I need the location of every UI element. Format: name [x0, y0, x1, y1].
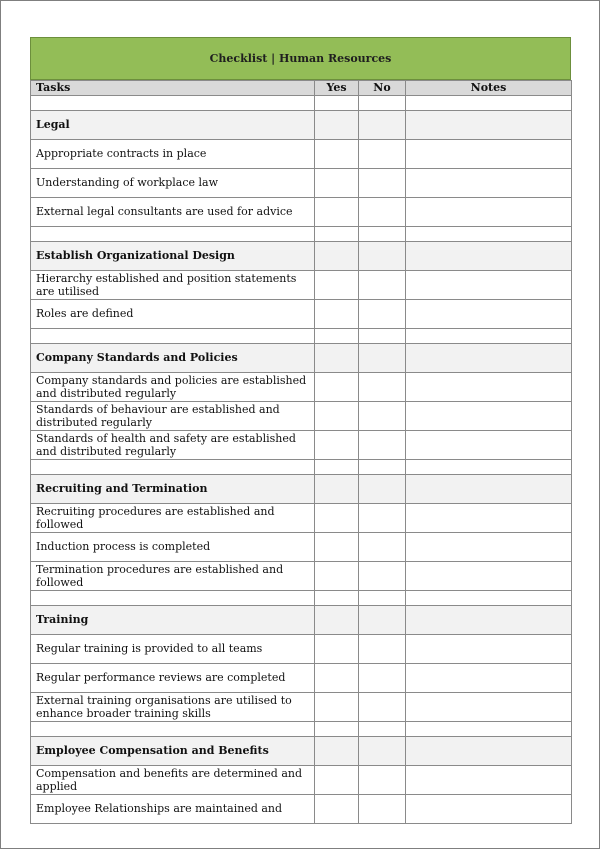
section-no-cell [359, 737, 406, 766]
table-row [31, 766, 572, 795]
column-header-notes: Notes [406, 81, 572, 96]
table-row [31, 635, 572, 664]
yes-checkbox-cell[interactable] [315, 664, 359, 693]
section-yes-cell [315, 606, 359, 635]
task-label: Roles are defined [31, 300, 315, 329]
table-row [31, 271, 572, 300]
table-row [31, 402, 572, 431]
spacer-cell [359, 329, 406, 344]
section-no-cell [359, 242, 406, 271]
spacer-cell [315, 227, 359, 242]
spacer-cell [31, 460, 315, 475]
task-label: External training organisations are utilised to enhance broader training skills [31, 693, 315, 722]
task-label: Hierarchy established and position statements are utilised [31, 271, 315, 300]
no-checkbox-cell[interactable] [359, 635, 406, 664]
yes-checkbox-cell[interactable] [315, 766, 359, 795]
no-checkbox-cell[interactable] [359, 140, 406, 169]
table-row [31, 431, 572, 460]
yes-checkbox-cell[interactable] [315, 562, 359, 591]
section-yes-cell [315, 242, 359, 271]
spacer-cell [31, 591, 315, 606]
yes-checkbox-cell[interactable] [315, 198, 359, 227]
no-checkbox-cell[interactable] [359, 795, 406, 824]
section-yes-cell [315, 111, 359, 140]
spacer-cell [406, 591, 572, 606]
section-title: Recruiting and Termination [31, 475, 315, 504]
notes-cell[interactable] [406, 562, 572, 591]
spacer-cell [315, 591, 359, 606]
task-label: Understanding of workplace law [31, 169, 315, 198]
section-title: Legal [31, 111, 315, 140]
spacer-row [31, 460, 572, 475]
section-no-cell [359, 475, 406, 504]
no-checkbox-cell[interactable] [359, 373, 406, 402]
section-row [31, 606, 572, 635]
spacer-cell [31, 722, 315, 737]
section-title: Employee Compensation and Benefits [31, 737, 315, 766]
table-row [31, 198, 572, 227]
section-notes-cell [406, 111, 572, 140]
section-row [31, 242, 572, 271]
spacer-row [31, 591, 572, 606]
table-row [31, 169, 572, 198]
table-row [31, 562, 572, 591]
section-no-cell [359, 111, 406, 140]
no-checkbox-cell[interactable] [359, 198, 406, 227]
yes-checkbox-cell[interactable] [315, 402, 359, 431]
section-no-cell [359, 606, 406, 635]
section-yes-cell [315, 475, 359, 504]
spacer-cell [315, 722, 359, 737]
task-label: Appropriate contracts in place [31, 140, 315, 169]
notes-cell[interactable] [406, 140, 572, 169]
notes-cell[interactable] [406, 431, 572, 460]
spacer-cell [406, 227, 572, 242]
section-title: Training [31, 606, 315, 635]
notes-cell[interactable] [406, 664, 572, 693]
task-label: Company standards and policies are established and distributed regularly [31, 373, 315, 402]
yes-checkbox-cell[interactable] [315, 795, 359, 824]
spacer-cell [359, 96, 406, 111]
section-notes-cell [406, 344, 572, 373]
table-header-row [31, 81, 572, 96]
task-label: Compensation and benefits are determined and applied [31, 766, 315, 795]
section-yes-cell [315, 737, 359, 766]
notes-cell[interactable] [406, 300, 572, 329]
table-row [31, 504, 572, 533]
yes-checkbox-cell[interactable] [315, 271, 359, 300]
no-checkbox-cell[interactable] [359, 300, 406, 329]
table-row [31, 533, 572, 562]
column-header-no: No [359, 81, 406, 96]
section-notes-cell [406, 737, 572, 766]
yes-checkbox-cell[interactable] [315, 504, 359, 533]
no-checkbox-cell[interactable] [359, 766, 406, 795]
spacer-row [31, 227, 572, 242]
notes-cell[interactable] [406, 271, 572, 300]
yes-checkbox-cell[interactable] [315, 140, 359, 169]
no-checkbox-cell[interactable] [359, 431, 406, 460]
table-row [31, 693, 572, 722]
section-notes-cell [406, 475, 572, 504]
spacer-cell [31, 96, 315, 111]
spacer-cell [406, 460, 572, 475]
spacer-cell [359, 460, 406, 475]
spacer-row [31, 722, 572, 737]
column-header-tasks: Tasks [31, 81, 315, 96]
notes-cell[interactable] [406, 402, 572, 431]
task-label: Termination procedures are established and followed [31, 562, 315, 591]
spacer-cell [359, 722, 406, 737]
spacer-cell [359, 591, 406, 606]
section-title: Establish Organizational Design [31, 242, 315, 271]
spacer-cell [31, 329, 315, 344]
notes-cell[interactable] [406, 795, 572, 824]
yes-checkbox-cell[interactable] [315, 693, 359, 722]
no-checkbox-cell[interactable] [359, 402, 406, 431]
table-row [31, 373, 572, 402]
notes-cell[interactable] [406, 198, 572, 227]
checklist-table [30, 80, 572, 824]
section-no-cell [359, 344, 406, 373]
spacer-cell [359, 227, 406, 242]
notes-cell[interactable] [406, 635, 572, 664]
yes-checkbox-cell[interactable] [315, 169, 359, 198]
no-checkbox-cell[interactable] [359, 533, 406, 562]
table-row [31, 140, 572, 169]
section-title: Company Standards and Policies [31, 344, 315, 373]
spacer-cell [31, 227, 315, 242]
yes-checkbox-cell[interactable] [315, 635, 359, 664]
notes-cell[interactable] [406, 693, 572, 722]
notes-cell[interactable] [406, 504, 572, 533]
no-checkbox-cell[interactable] [359, 693, 406, 722]
no-checkbox-cell[interactable] [359, 271, 406, 300]
task-label: Standards of behaviour are established and distributed regularly [31, 402, 315, 431]
yes-checkbox-cell[interactable] [315, 373, 359, 402]
yes-checkbox-cell[interactable] [315, 300, 359, 329]
task-label: Recruiting procedures are established and followed [31, 504, 315, 533]
no-checkbox-cell[interactable] [359, 169, 406, 198]
spacer-cell [406, 96, 572, 111]
no-checkbox-cell[interactable] [359, 504, 406, 533]
notes-cell[interactable] [406, 169, 572, 198]
task-label: Regular performance reviews are completed [31, 664, 315, 693]
no-checkbox-cell[interactable] [359, 664, 406, 693]
section-notes-cell [406, 242, 572, 271]
task-label: Standards of health and safety are established and distributed regularly [31, 431, 315, 460]
section-row [31, 737, 572, 766]
task-label: Induction process is completed [31, 533, 315, 562]
no-checkbox-cell[interactable] [359, 562, 406, 591]
table-row [31, 300, 572, 329]
notes-cell[interactable] [406, 533, 572, 562]
checklist-body [31, 96, 572, 824]
yes-checkbox-cell[interactable] [315, 533, 359, 562]
spacer-cell [406, 722, 572, 737]
spacer-cell [406, 329, 572, 344]
notes-cell[interactable] [406, 766, 572, 795]
task-label: Employee Relationships are maintained and [31, 795, 315, 824]
checklist-title: Checklist | Human Resources [30, 37, 571, 80]
table-row [31, 664, 572, 693]
spacer-row [31, 96, 572, 111]
table-row [31, 795, 572, 824]
notes-cell[interactable] [406, 373, 572, 402]
section-yes-cell [315, 344, 359, 373]
spacer-row [31, 329, 572, 344]
spacer-cell [315, 460, 359, 475]
section-notes-cell [406, 606, 572, 635]
column-header-yes: Yes [315, 81, 359, 96]
task-label: External legal consultants are used for advice [31, 198, 315, 227]
section-row [31, 111, 572, 140]
spacer-cell [315, 329, 359, 344]
spacer-cell [315, 96, 359, 111]
task-label: Regular training is provided to all teams [31, 635, 315, 664]
section-row [31, 475, 572, 504]
section-row [31, 344, 572, 373]
yes-checkbox-cell[interactable] [315, 431, 359, 460]
